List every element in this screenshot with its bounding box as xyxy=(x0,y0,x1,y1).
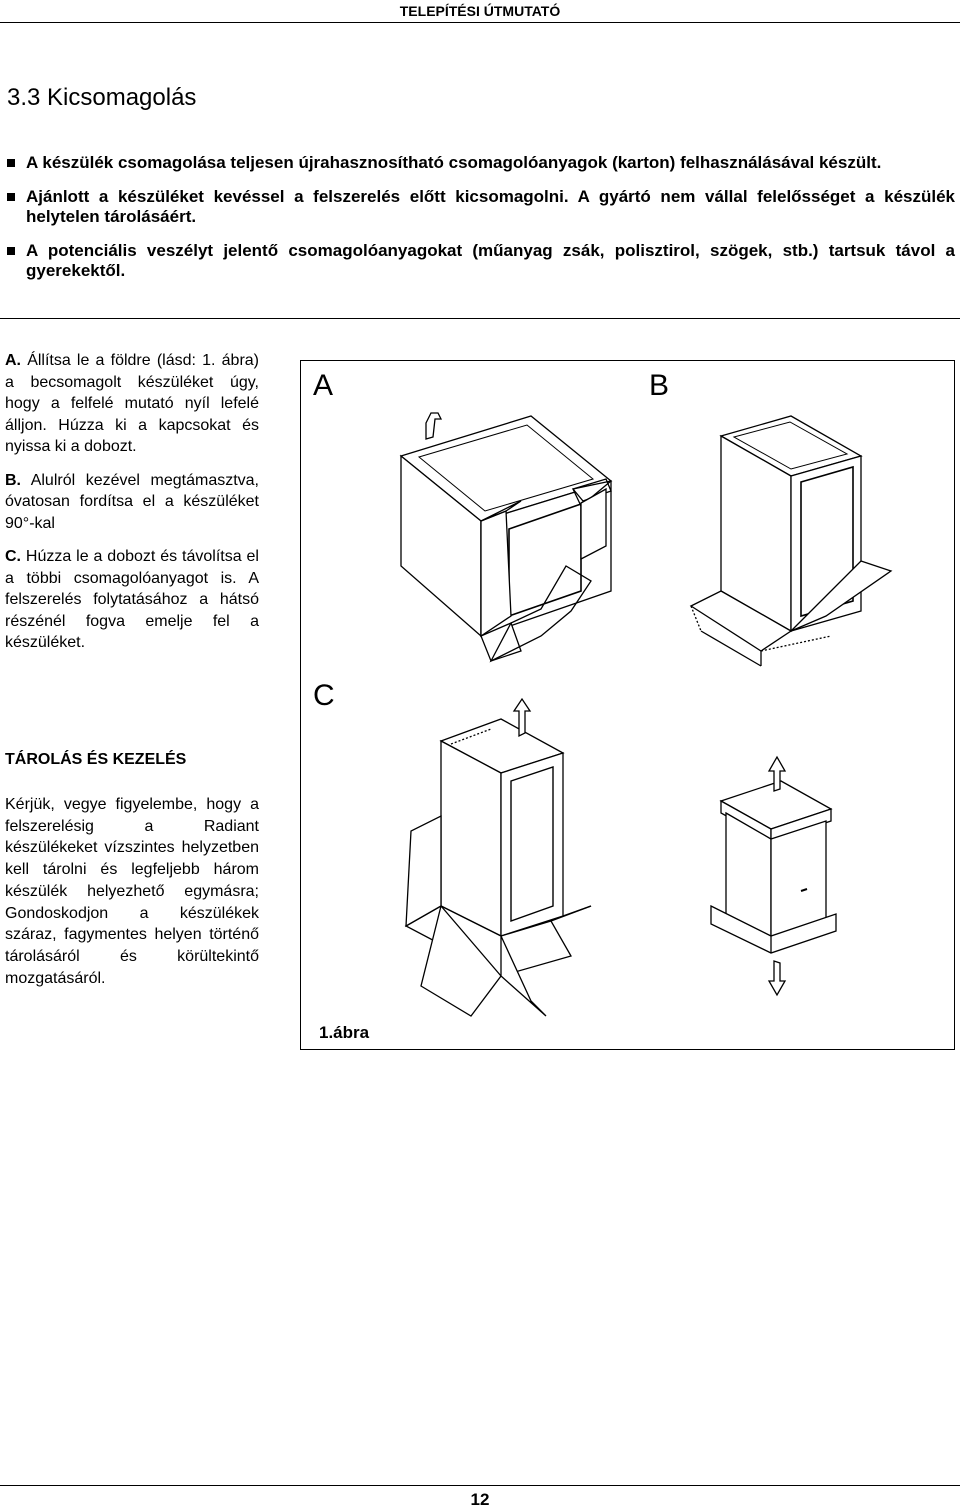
step-b-illustration xyxy=(691,416,891,666)
figure-label-b: B xyxy=(649,369,670,402)
figure-label-a: A xyxy=(313,369,334,402)
step-c: C. Húzza le a dobozt és távolítsa el a többi csomagolóanyagot is. A felszerelés folytatásához a hátsó részénél fogva emelje fel a készüléket. xyxy=(5,548,259,651)
bullet-list xyxy=(7,153,955,295)
step-b: B. Alulról kezével megtámasztva, óvatosan fordítsa el a készüléket 90°-kal xyxy=(5,471,260,532)
storage-title: TÁROLÁS ÉS KEZELÉS xyxy=(5,751,187,768)
page-header-title: TELEPÍTÉSI ÚTMUTATÓ xyxy=(399,3,561,19)
unpacking-illustration xyxy=(301,361,954,1049)
bullets-rule xyxy=(0,318,960,319)
bullet-item: A készülék csomagolása teljesen újrahasznosítható csomagolóanyagok (karton) felhasználásával készült. xyxy=(7,153,955,174)
bullet-square-icon xyxy=(7,247,15,255)
figure-box xyxy=(300,360,955,1050)
storage-text: Kérjük, vegye figyelembe, hogy a felszerelésig a Radiant készülékeket vízszintes helyzetben kell tárolni és legfeljebb három készülék helyezhető egymásra; Gondoskodjon a készülékek száraz, fagymentes helyen történő tárolásáról és körültekintő mozgatásáról. xyxy=(5,796,259,987)
bullet-square-icon xyxy=(7,193,15,201)
section-title: 3.3 Kicsomagolás xyxy=(7,84,197,111)
step-a-illustration xyxy=(401,413,611,661)
bullet-square-icon xyxy=(7,159,15,167)
figure-caption: 1.ábra xyxy=(319,1023,370,1042)
header-rule xyxy=(0,22,960,23)
footer-rule xyxy=(0,1485,960,1486)
figure-label-c: C xyxy=(313,679,335,712)
unpacking-steps xyxy=(5,350,259,666)
bullet-item: A potenciális veszélyt jelentő csomagolóanyagokat (műanyag zsák, polisztirol, szögek, stb.) tartsuk távol a gyerekektől. xyxy=(7,241,955,282)
step-a: A. Állítsa le a földre (lásd: 1. ábra) a becsomagolt készüléket úgy, hogy a felfelé mutató nyíl lefelé álljon. Húzza ki a kapcsokat és nyissa ki a dobozt. xyxy=(5,352,260,455)
step-c-lifting-box-illustration xyxy=(406,699,591,1016)
step-c-appliance-illustration xyxy=(711,757,836,995)
page-number: 12 xyxy=(470,1490,490,1509)
bullet-item: Ajánlott a készüléket kevéssel a felszerelés előtt kicsomagolni. A gyártó nem vállal felelősséget a készülék helytelen tárolásáért. xyxy=(7,187,955,228)
